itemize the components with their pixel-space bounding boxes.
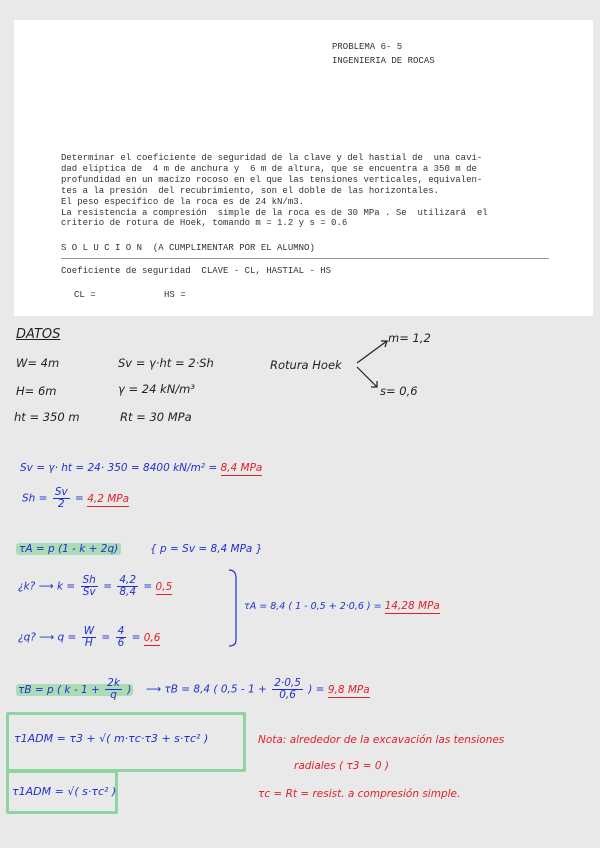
note-line-1: Nota: alrededor de la excavación las tensiones	[258, 734, 505, 746]
data-rt: Rt = 30 MPa	[120, 410, 192, 424]
sv-calc: Sv = γ· ht = 24· 350 = 8400 kN/m² = 8,4 MPa	[20, 462, 263, 474]
problem-title: PROBLEMA 6- 5 INGENIERIA DE ROCAS	[332, 42, 435, 66]
tadm-formula: τ1ADM = τ3 + √( m·τc·τ3 + s·τc² )	[14, 732, 209, 745]
solution-header: S O L U C I O N (A CUMPLIMENTAR POR EL ALUMNO)	[61, 243, 315, 253]
branch-arrows	[355, 335, 395, 395]
note-line-3: τc = Rt = resist. a compresión simple.	[258, 788, 461, 800]
k-result: 0,5	[155, 580, 173, 593]
tb-calc: ⟶ τB = 8,4 ( 0,5 - 1 + $\frac{2\cdot 0,5}{0,6}$ ) = 9,8 MPa	[146, 677, 370, 701]
data-gamma: γ = 24 kN/m³	[118, 382, 195, 396]
tb-formula: τB = p ( k - 1 + $\frac{2k}{q}$ )	[18, 677, 132, 701]
p-definition: { p = Sv = 8,4 MPa }	[150, 543, 263, 555]
note-line-2: radiales ( τ3 = 0 )	[294, 760, 389, 772]
data-height: H= 6m	[16, 384, 57, 398]
data-depth: ht = 350 m	[14, 410, 80, 424]
data-width: W= 4m	[16, 356, 60, 370]
ta-formula: τA = p (1 - k + 2q)	[16, 543, 121, 555]
rotura-hoek: Rotura Hoek	[270, 358, 342, 372]
ta-result: 14,28 MPa	[384, 600, 440, 612]
sh-result: 4,2 MPa	[87, 492, 130, 505]
sv-result: 8,4 MPa	[220, 462, 263, 474]
q-calc: ¿q? ⟶ q = $\frac{W}{H}$ = $\frac{4}{6}$ = 0,6	[18, 625, 161, 649]
param-s: s= 0,6	[380, 384, 418, 398]
divider	[61, 258, 549, 259]
cl-label: CL =	[74, 290, 96, 300]
tb-result: 9,8 MPa	[327, 683, 370, 696]
problem-statement: Determinar el coeficiente de seguridad de la clave y del hastial de una cavi- dad elíptica de 4 m de anchura y 6 m de altura, que se encuentra a 350 m de profundidad en un macizo rocoso en el que las tensiones verticales, equivalen- tes a la presión del recubrimiento, son el doble de las horizontales. El peso específico de la roca es de 24 kN/m3. La resistencia a compresión simple de la roca es de 30 MPa . Se utilizará el criterio de rotura de Hoek, tomando m = 1.2 y s = 0.6	[61, 153, 488, 229]
safety-factor-line: Coeficiente de seguridad CLAVE - CL, HASTIAL - HS	[61, 266, 332, 276]
param-m: m= 1,2	[388, 331, 431, 345]
tadm-simplified: τ1ADM = √( s·τc² )	[12, 785, 117, 798]
problem-card	[14, 20, 593, 316]
ta-calc: τA = 8,4 ( 1 - 0,5 + 2·0,6 ) = 14,28 MPa	[244, 600, 440, 612]
k-calc: ¿k? ⟶ k = $\frac{Sh}{Sv}$ = $\frac{4,2}{8,4}$ = 0,5	[18, 574, 173, 598]
sh-calc: Sh = $\frac{Sv}{2}$ = 4,2 MPa	[22, 486, 130, 510]
brace-bracket	[226, 568, 240, 648]
q-result: 0,6	[143, 631, 161, 644]
hs-label: HS =	[164, 290, 186, 300]
datos-title: DATOS	[16, 327, 61, 342]
data-sv-def: Sv = γ·ht = 2·Sh	[118, 356, 214, 370]
